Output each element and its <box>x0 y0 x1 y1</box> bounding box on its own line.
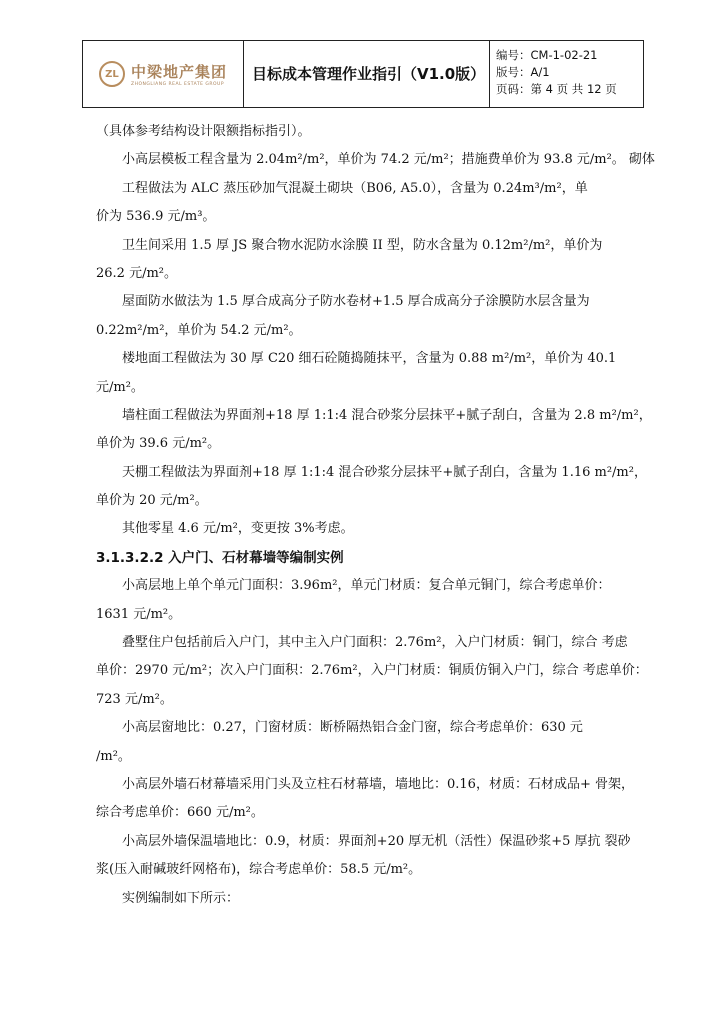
logo-english-name: ZHONGLIANG REAL ESTATE GROUP <box>130 82 225 87</box>
company-logo <box>99 61 227 87</box>
text-line: 价为 536.9 元/m³。 <box>96 209 216 225</box>
text-line: 1631 元/m²。 <box>96 606 182 622</box>
text-line: 叠墅住户包括前后入户门，其中主入户门面积：2.76m²，入户门材质：铜门，综合 考虑 <box>122 635 628 651</box>
text-line: 单价：2970 元/m²；次入户门面积：2.76m²，入户门材质：铜质仿铜入户门，综合 考虑单价： <box>96 663 648 679</box>
logo-chinese-name: 中梁地产集团 <box>130 63 227 81</box>
text-line: 小高层窗地比：0.27，门窗材质：断桥隔热铝合金门窗，综合考虑单价：630 元 <box>122 720 583 736</box>
text-line: 实例编制如下所示： <box>122 890 240 906</box>
text-line: 单价为 39.6 元/m²。 <box>96 436 221 452</box>
document-code: 编号：CM-1-02-21 <box>496 48 598 62</box>
text-line: 小高层模板工程含量为 2.04m²/m²，单价为 74.2 元/m²；措施费单价为 93.8 元/m²。 砌体 <box>122 152 655 168</box>
text-line: 浆(压入耐碱玻纤网格布)，综合考虑单价：58.5 元/m²。 <box>96 862 422 878</box>
document-title: 目标成本管理作业指引（V1.0版） <box>244 41 490 107</box>
text-line: 小高层地上单个单元门面积：3.96m²，单元门材质：复合单元铜门，综合考虑单价： <box>122 578 611 594</box>
text-line: 元/m²。 <box>96 379 144 395</box>
text-line: 天棚工程做法为界面剂+18 厚 1:1:4 混合砂浆分层抹平+腻子刮白，含量为 1.16 m²/m²， <box>122 464 647 480</box>
document-version: 版号：A/1 <box>496 65 550 79</box>
page-number: 页码：第 4 页 共 12 页 <box>496 82 617 96</box>
document-header <box>82 40 644 108</box>
text-line: 墙柱面工程做法为界面剂+18 厚 1:1:4 混合砂浆分层抹平+腻子刮白，含量为 2.8 m²/m²， <box>122 407 652 423</box>
text-line: 楼地面工程做法为 30 厚 C20 细石砼随捣随抹平，含量为 0.88 m²/m²，单价为 40.1 <box>122 351 617 367</box>
text-line: 卫生间采用 1.5 厚 JS 聚合物水泥防水涂膜 II 型，防水含量为 0.12m²/m²，单价为 <box>122 237 603 253</box>
section-heading: 3.1.3.2.2 入户门、石材幕墙等编制实例 <box>96 549 344 566</box>
text-line: 0.22m²/m²，单价为 54.2 元/m²。 <box>96 322 302 338</box>
text-line: 屋面防水做法为 1.5 厚合成高分子防水卷材+1.5 厚合成高分子涂膜防水层含量为 <box>122 294 590 310</box>
document-meta <box>490 41 643 107</box>
document-body <box>96 118 688 913</box>
text-line: 单价为 20 元/m²。 <box>96 493 208 509</box>
text-line: 其他零星 4.6 元/m²，变更按 3%考虑。 <box>122 521 354 537</box>
text-line: 723 元/m²。 <box>96 691 173 707</box>
text-line: （具体参考结构设计限额指标指引）。 <box>96 124 311 139</box>
text-line: 小高层外墙保温墙地比：0.9，材质：界面剂+20 厚无机（活性）保温砂浆+5 厚抗 裂砂 <box>122 833 631 849</box>
text-line: /m²。 <box>96 748 131 764</box>
text-line: 综合考虑单价：660 元/m²。 <box>96 805 264 821</box>
text-line: 小高层外墙石材幕墙采用门头及立柱石材幕墙，墙地比：0.16，材质：石材成品+ 骨架， <box>122 776 634 792</box>
text-line: 工程做法为 ALC 蒸压砂加气混凝土砌块（B06, A5.0），含量为 0.24m³/m²，单 <box>122 180 588 196</box>
company-logo-cell <box>83 41 244 107</box>
logo-mark-icon: ZL <box>99 61 125 87</box>
text-line: 26.2 元/m²。 <box>96 265 177 281</box>
